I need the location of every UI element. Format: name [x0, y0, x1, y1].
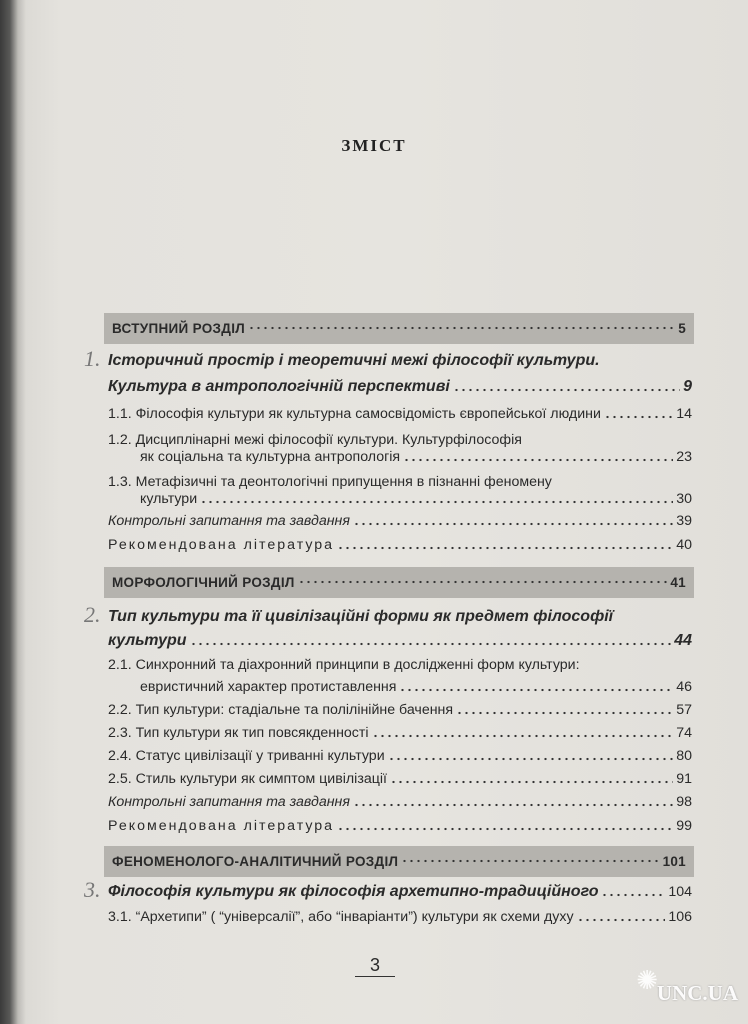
chapter-row	[108, 377, 692, 397]
chapter-row	[108, 631, 692, 651]
dot-leader	[353, 522, 673, 526]
watermark: UNC.UA	[656, 981, 738, 1005]
section-bar-intro	[104, 313, 694, 344]
entry-page: 14	[676, 406, 692, 422]
dot-leader	[456, 711, 673, 715]
entry-page: 39	[676, 513, 692, 529]
dot-leader	[248, 326, 675, 330]
section-label: ФЕНОМЕНОЛОГО-АНАЛІТИЧНИЙ РОЗДІЛ	[112, 854, 399, 869]
toc-entry-line	[108, 655, 692, 675]
toc-entry	[108, 723, 692, 743]
entry-page: 98	[676, 794, 692, 810]
dot-leader	[403, 458, 673, 462]
dot-leader	[190, 642, 672, 646]
dot-leader	[372, 734, 674, 738]
entry-page: 23	[676, 449, 692, 465]
dot-leader	[337, 827, 673, 831]
entry-label-cont: евристичний характер протиставлення	[140, 679, 397, 695]
entry-page: 99	[676, 818, 692, 834]
entry-label: 1.3. Метафізичні та деонтологічні припущення в пізнанні феномену	[108, 474, 552, 490]
chapter-page: 104	[668, 884, 692, 900]
entry-page: 46	[676, 679, 692, 695]
toc-entry	[108, 700, 692, 720]
toc-entry	[140, 489, 692, 509]
dot-leader	[401, 859, 659, 863]
chapter-title-line	[108, 351, 692, 371]
chapter-title: Тип культури та її цивілізаційні форми як предмет філософії	[108, 608, 614, 625]
entry-label: 2.4. Статус цивілізації у триванні культури	[108, 748, 385, 764]
entry-label: 1.1. Філософія культури як культурна самосвідомість європейської людини	[108, 406, 601, 422]
chapter-title: культури	[108, 632, 187, 649]
chapter-title: Історичний простір і теоретичні межі філософії культури.	[108, 352, 600, 369]
dot-leader	[388, 757, 674, 761]
section-page: 41	[670, 575, 686, 590]
toc-entry	[108, 511, 692, 531]
dot-leader	[353, 803, 673, 807]
dot-leader	[601, 893, 665, 897]
entry-label: 1.2. Дисциплінарні межі філософії культури. Культурфілософія	[108, 432, 522, 448]
dot-leader	[399, 688, 673, 692]
toc-entry	[108, 907, 692, 927]
entry-label: Контрольні запитання та завдання	[108, 794, 350, 810]
toc-entry	[108, 816, 692, 836]
entry-page: 91	[676, 771, 692, 787]
entry-label: Рекомендована література	[108, 818, 335, 834]
chapter-page: 9	[683, 378, 692, 395]
chapter-number: 1.	[84, 346, 101, 371]
section-page: 101	[662, 854, 686, 869]
chapter-page: 44	[674, 632, 692, 649]
entry-page: 106	[668, 909, 692, 925]
entry-page: 80	[676, 748, 692, 764]
toc-title: ЗМІСТ	[341, 136, 407, 155]
dot-leader	[390, 780, 673, 784]
entry-label: 3.1. “Архетипи” ( “універсалії”, або “інваріанти”) культури як схеми духу	[108, 909, 574, 925]
chapter-number: 3.	[84, 877, 101, 902]
chapter-title: Філософія культури як філософія архетипно-традиційного	[108, 883, 599, 900]
entry-page: 40	[676, 537, 692, 553]
toc-entry	[108, 535, 692, 555]
chapter-number: 2.	[84, 602, 101, 627]
entry-label-cont: культури	[140, 491, 198, 507]
section-label: ВСТУПНИЙ РОЗДІЛ	[112, 321, 246, 336]
entry-page: 57	[676, 702, 692, 718]
toc-entry	[108, 404, 692, 424]
dot-leader	[298, 580, 668, 584]
entry-label: Контрольні запитання та завдання	[108, 513, 350, 529]
toc-entry	[108, 746, 692, 766]
dot-leader	[200, 500, 673, 504]
entry-label: 2.3. Тип культури як тип повсякденності	[108, 725, 369, 741]
dot-leader	[337, 546, 673, 550]
watermark-sun-icon: ✺	[636, 965, 658, 995]
entry-page: 74	[676, 725, 692, 741]
entry-label: 2.1. Синхронний та діахронний принципи в дослідженні форм культури:	[108, 657, 580, 673]
toc-entry	[140, 447, 692, 467]
section-bar-morphological	[104, 567, 694, 598]
section-bar-phenomenological	[104, 846, 694, 877]
entry-label: 2.5. Стиль культури як симптом цивілізації	[108, 771, 387, 787]
section-label: МОРФОЛОГІЧНИЙ РОЗДІЛ	[112, 575, 295, 590]
toc-entry	[108, 769, 692, 789]
dot-leader	[577, 918, 666, 922]
toc-entry	[108, 792, 692, 812]
dot-leader	[453, 388, 680, 392]
entry-label: Рекомендована література	[108, 537, 335, 553]
page-number: 3	[355, 955, 395, 977]
toc-entry	[140, 677, 692, 697]
entry-label: 2.2. Тип культури: стадіальне та полілінійне бачення	[108, 702, 454, 718]
entry-page: 30	[676, 491, 692, 507]
dot-leader	[604, 415, 673, 419]
chapter-title: Культура в антропологічній перспективі	[108, 378, 450, 395]
entry-label-cont: як соціальна та культурна антропологія	[140, 449, 401, 465]
chapter-title-line	[108, 607, 692, 627]
section-page: 5	[678, 321, 686, 336]
chapter-row	[108, 882, 692, 902]
